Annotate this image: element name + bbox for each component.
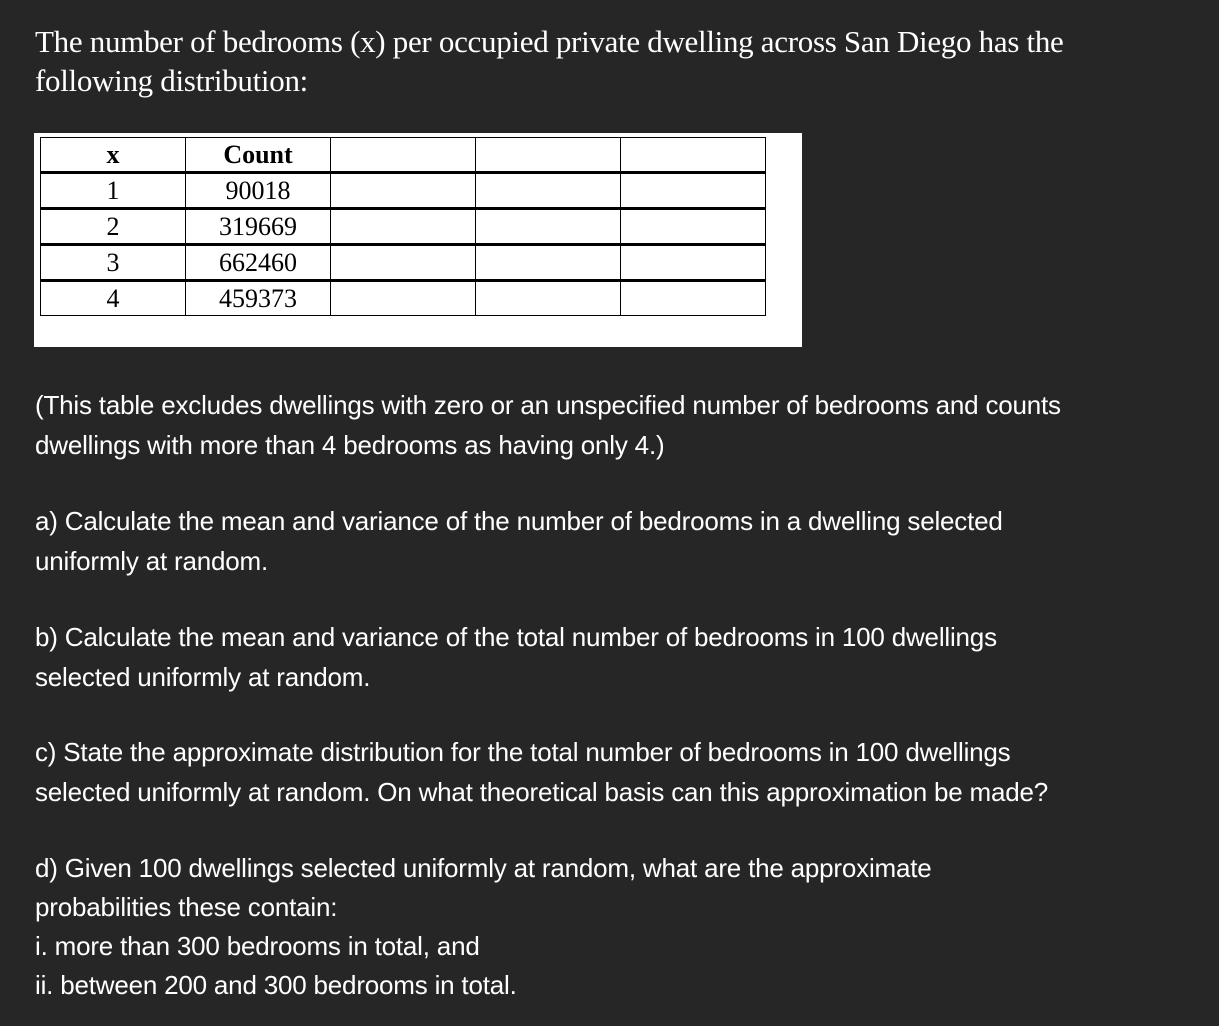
cell-count: 459373 [186,281,331,316]
question-d-line-4: ii. between 200 and 300 bedrooms in total. [35,970,517,1000]
cell-empty [621,209,766,245]
cell-x: 4 [41,281,186,316]
intro-line-2: following distribution: [35,63,308,98]
cell-x: 1 [41,173,186,209]
cell-empty [476,173,621,209]
cell-empty [476,245,621,281]
table-row [41,245,766,281]
question-d-line-3: i. more than 300 bedrooms in total, and [35,931,480,961]
intro-paragraph [35,22,1185,100]
header-empty-4 [476,138,621,173]
question-d-line-1: d) Given 100 dwellings selected uniformly at random, what are the approximate [35,853,932,883]
cell-empty [331,173,476,209]
cell-count: 662460 [186,245,331,281]
question-a-line-2: uniformly at random. [35,546,268,576]
cell-empty [331,281,476,316]
header-x: x [41,138,186,173]
table-row [41,173,766,209]
cell-empty [621,173,766,209]
note-line-1: (This table excludes dwellings with zero or an unspecified number of bedrooms and counts [35,390,1061,420]
question-d-line-2: probabilities these contain: [35,892,338,922]
header-empty-3 [331,138,476,173]
header-empty-5 [621,138,766,173]
question-a-line-1: a) Calculate the mean and variance of the number of bedrooms in a dwelling selected [35,506,1003,536]
cell-count: 90018 [186,173,331,209]
cell-x: 2 [41,209,186,245]
header-count: Count [186,138,331,173]
distribution-table [40,137,766,316]
table-row [41,281,766,316]
cell-x: 3 [41,245,186,281]
note-line-2: dwellings with more than 4 bedrooms as having only 4.) [35,430,665,460]
intro-line-1: The number of bedrooms (x) per occupied private dwelling across San Diego has the [35,24,1064,59]
distribution-table-panel [34,133,802,347]
question-d [35,849,1215,1005]
question-b-line-1: b) Calculate the mean and variance of the total number of bedrooms in 100 dwellings [35,622,997,652]
cell-empty [331,245,476,281]
question-b-line-2: selected uniformly at random. [35,662,371,692]
question-c-line-1: c) State the approximate distribution for the total number of bedrooms in 100 dwellings [35,737,1011,767]
table-row [41,209,766,245]
table-note [35,385,1215,465]
question-b [35,617,1215,697]
cell-empty [621,245,766,281]
question-a [35,501,1215,581]
cell-empty [621,281,766,316]
cell-empty [476,209,621,245]
question-c-line-2: selected uniformly at random. On what theoretical basis can this approximation be made? [35,777,1049,807]
cell-empty [476,281,621,316]
table-header-row [41,138,766,173]
question-c [35,732,1215,812]
cell-count: 319669 [186,209,331,245]
cell-empty [331,209,476,245]
